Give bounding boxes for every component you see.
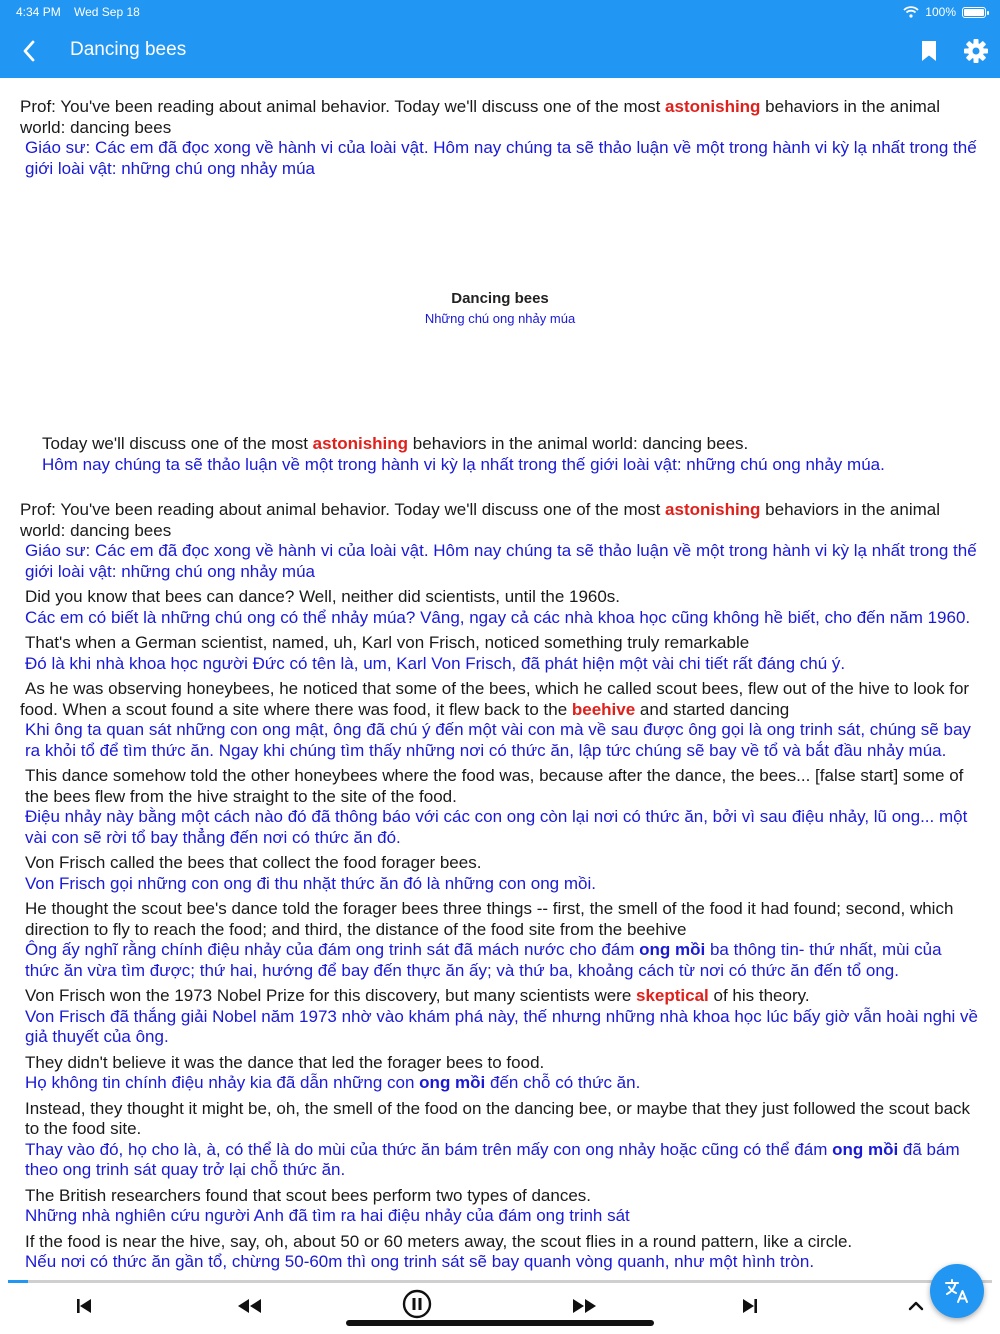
transcript-en-text: Prof: You've been reading about animal behavior. Today we'll discuss one of the most: [20, 500, 666, 519]
transcript-en: Instead, they thought it might be, oh, the smell of the food on the dancing bee, or maybe that they just followed the scout back to the food site.: [25, 1098, 971, 1138]
transcript-vi: Những nhà nghiên cứu người Anh đã tìm ra hai điệu nhảy của đám ong trinh sát: [25, 1206, 630, 1225]
intro-vi: Giáo sư: Các em đã đọc xong về hành vi của loài vật. Hôm nay chúng ta sẽ thảo luận về một trong hành vi kỳ lạ nhất trong thế giới loài vật: những chú ong nhảy múa: [25, 138, 977, 178]
transcript-item[interactable]: [20, 899, 980, 981]
status-bar: [0, 0, 1000, 24]
transcript-item[interactable]: [20, 633, 980, 674]
transcript-en: [20, 986, 980, 1007]
battery-percent: 100%: [925, 5, 956, 19]
skip-previous-icon: [75, 1298, 93, 1314]
translate-button[interactable]: [930, 1264, 984, 1318]
cover-title: Dancing bees: [451, 290, 549, 307]
transcript-en-text-post: and started dancing: [635, 699, 790, 719]
highlight-word[interactable]: astonishing: [312, 434, 409, 453]
transcript-en-text: Von Frisch won the 1973 Nobel Prize for this discovery, but many scientists were: [25, 986, 637, 1005]
quote-vi: Hôm nay chúng ta sẽ thảo luận về một trong hành vi kỳ lạ nhất trong thế giới loài vật: những chú ong nhảy múa.: [42, 454, 885, 474]
transcript-en: That's when a German scientist, named, uh, Karl von Frisch, noticed something truly remarkable: [25, 633, 750, 652]
intro-en: [20, 97, 980, 138]
status-date: Wed Sep 18: [74, 5, 140, 19]
status-time: 4:34 PM: [16, 5, 61, 19]
transcript-item[interactable]: [20, 500, 980, 582]
highlight-word[interactable]: astonishing: [665, 500, 761, 519]
skip-next-icon: [741, 1298, 759, 1314]
transcript-item[interactable]: [20, 1053, 980, 1094]
player-controls: [0, 1283, 1000, 1334]
quote-en: [42, 434, 980, 455]
intro-en-text-post: behaviors in the animal world: dancing bees: [20, 97, 940, 137]
transcript-vi: Các em có biết là những chú ong có thể nhảy múa? Vâng, ngay cả các nhà khoa học cũng không hề biết, cho đến năm 1960.: [25, 607, 971, 627]
fast-forward-button[interactable]: [569, 1293, 599, 1319]
transcript-item[interactable]: [20, 766, 980, 848]
transcript-vi-text-post: đã bám theo ong trinh sát quay trở lại chỗ thức ăn.: [25, 1139, 960, 1179]
transcript-item[interactable]: [20, 587, 980, 628]
translate-icon: [943, 1277, 971, 1305]
transcript-item[interactable]: [20, 1099, 980, 1181]
transcript-vi: Điệu nhảy này bằng một cách nào đó đã thông báo với các con ong còn lại nơi có thức ăn, bởi vì sau điệu nhảy, lũ ong... một vài con sẽ rời tổ bay thẳng đến nơi có thức ăn đó.: [25, 807, 968, 847]
settings-button[interactable]: [962, 37, 990, 65]
rewind-icon: [237, 1298, 263, 1314]
fast-forward-icon: [571, 1298, 597, 1314]
quote-block: [20, 434, 980, 475]
status-right: [903, 5, 986, 19]
transcript-en: Von Frisch called the bees that collect the food forager bees.: [25, 853, 482, 872]
intro-en-text: Prof: You've been reading about animal behavior. Today we'll discuss one of the most: [20, 97, 666, 116]
page-title: Dancing bees: [70, 39, 187, 60]
transcript-vi: Khi ông ta quan sát những con ong mật, ông đã chú ý đến một vài con mà về sau được ông gọi là ong trinh sát, chúng sẽ bay ra khỏi tổ để tìm thức ăn. Ngay khi chúng tìm thấy những nơi có thức ăn, lập tức chúng sẽ bay về tổ và bắt đầu nhảy múa.: [25, 720, 971, 760]
wifi-icon: [903, 6, 919, 18]
gear-icon: [962, 37, 990, 65]
intro-block: [20, 97, 980, 179]
transcript-vi-text: Thay vào đó, họ cho là, à, có thể là do mùi của thức ăn bám trên mấy con ong nhảy hoặc cũng có thể đám: [25, 1139, 833, 1159]
highlight-word[interactable]: skeptical: [636, 986, 709, 1005]
transcript-vi: Giáo sư: Các em đã đọc xong về hành vi của loài vật. Hôm nay chúng ta sẽ thảo luận về một trong hành vi kỳ lạ nhất trong thế giới loài vật: những chú ong nhảy múa: [25, 541, 977, 581]
transcript-en-text: As he was observing honeybees, he noticed that some of the bees, which he called scout bees, flew out of the hive to look for food. When a scout found a site where there was food, it flew back to the: [20, 679, 970, 719]
next-track-button[interactable]: [735, 1293, 765, 1319]
chevron-up-icon: [908, 1301, 924, 1311]
bookmark-button[interactable]: [917, 37, 941, 65]
transcript-en: Did you know that bees can dance? Well, neither did scientists, until the 1960s.: [25, 587, 621, 606]
transcript-item[interactable]: [20, 1186, 980, 1227]
transcript-vi: Đó là khi nhà khoa học người Đức có tên là, um, Karl Von Frisch, đã phát hiện một vài chi tiết rất đáng chú ý.: [25, 653, 846, 673]
chevron-left-icon: [22, 40, 36, 62]
transcript-en-text-post: of his theory.: [708, 986, 810, 1005]
rewind-button[interactable]: [235, 1293, 265, 1319]
transcript-vi-text: Họ không tin chính điệu nhảy kia đã dẫn những con: [25, 1073, 420, 1092]
pause-button[interactable]: [401, 1288, 433, 1320]
transcript-en: He thought the scout bee's dance told the forager bees three things -- first, the smell of the food it had found; second, which direction to fly to reach the food; and third, the distance of the food site from the beehive: [25, 899, 954, 939]
transcript-vi: Von Frisch đã thắng giải Nobel năm 1973 nhờ vào khám phá này, thế nhưng những nhà khoa học lúc bấy giờ vẫn hoài nghi về giả thuyết của ông.: [25, 1006, 978, 1046]
transcript-vi-text-post: đến chỗ có thức ăn.: [485, 1073, 641, 1092]
highlight-word[interactable]: beehive: [571, 699, 636, 719]
quote-en-text: Today we'll discuss one of the most: [42, 434, 313, 453]
transcript-en: They didn't believe it was the dance that led the forager bees to food.: [25, 1052, 545, 1072]
home-indicator: [346, 1320, 654, 1326]
back-button[interactable]: [14, 36, 44, 66]
transcript-en: If the food is near the hive, say, oh, about 50 or 60 meters away, the scout flies in a round pattern, like a circle.: [25, 1231, 853, 1251]
transcript-item[interactable]: [20, 853, 980, 894]
transcript-vi: [20, 940, 980, 981]
highlight-word[interactable]: astonishing: [665, 97, 761, 116]
transcript-en: [20, 679, 980, 720]
transcript-list: [20, 500, 980, 1298]
transcript-item[interactable]: [20, 986, 980, 1048]
cover-subtitle: Những chú ong nhảy múa: [424, 311, 576, 326]
quote-en-text-post: behaviors in the animal world: dancing bees.: [408, 434, 749, 453]
transcript-item[interactable]: [20, 679, 980, 761]
battery-icon: [962, 7, 986, 18]
highlight-word[interactable]: ong mồi: [419, 1073, 486, 1092]
transcript-en-text-post: behaviors in the animal world: dancing bees: [20, 500, 940, 540]
previous-track-button[interactable]: [69, 1293, 99, 1319]
pause-circle-icon: [402, 1289, 432, 1319]
cover-section: [20, 184, 980, 434]
reader-content[interactable]: [0, 78, 1000, 1280]
transcript-vi: Von Frisch gọi những con ong đi thu nhặt thức ăn đó là những con ong mồi.: [25, 873, 596, 893]
expand-button[interactable]: [901, 1293, 931, 1319]
highlight-word[interactable]: ong mồi: [639, 940, 706, 959]
app-bar: [0, 24, 1000, 78]
transcript-item[interactable]: [20, 1232, 980, 1273]
transcript-en: The British researchers found that scout bees perform two types of dances.: [25, 1185, 592, 1205]
transcript-vi: [20, 1140, 980, 1181]
transcript-vi-text-post: ba thông tin- thứ nhất, mùi của thức ăn vừa tìm được; thứ hai, hướng để bay đến thực ăn ấy; và thứ ba, khoảng cách từ nơi có thức ăn đến tổ ong.: [25, 940, 942, 980]
highlight-word[interactable]: ong mồi: [832, 1139, 899, 1159]
transcript-vi: [20, 1073, 980, 1094]
bookmark-icon: [917, 37, 941, 65]
transcript-vi: Nếu nơi có thức ăn gần tổ, chừng 50-60m thì ong trinh sát sẽ bay quanh vòng quanh, như một hình tròn.: [25, 1252, 815, 1271]
transcript-vi-text: Ông ấy nghĩ rằng chính điệu nhảy của đám ong trinh sát đã mách nước cho đám: [25, 940, 640, 959]
transcript-en: [20, 500, 980, 541]
transcript-en: This dance somehow told the other honeybees where the food was, because after the dance, the bees... [false start] some of the bees flew from the hive straight to the site of the food.: [25, 766, 964, 806]
